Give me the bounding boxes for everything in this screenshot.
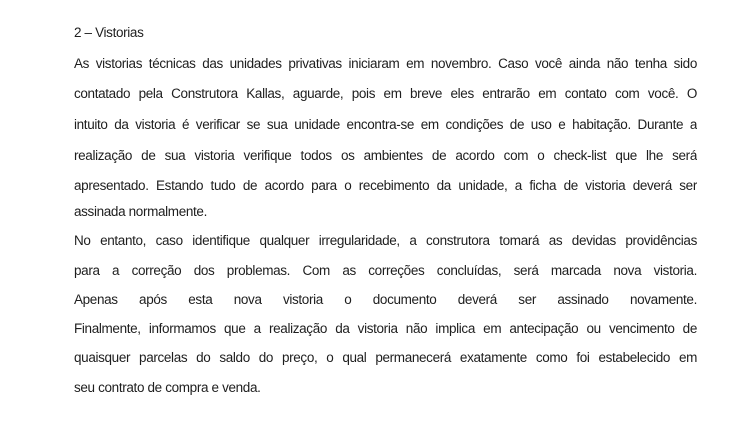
- text-line: assinada normalmente.: [74, 204, 207, 219]
- text-line: Apenas após esta nova vistoria o documento deverá ser assinado novamente.: [74, 292, 697, 307]
- text-line: Finalmente, informamos que a realização da vistoria não implica em antecipação ou vencimento de: [74, 321, 697, 336]
- text-line: apresentado. Estando tudo de acordo para o recebimento da unidade, a ficha de vistoria deverá ser: [74, 178, 697, 193]
- text-line: para a correção dos problemas. Com as correções concluídas, será marcada nova vistoria.: [74, 263, 697, 278]
- text-line: quaisquer parcelas do saldo do preço, o qual permanecerá exatamente como foi estabelecido em: [74, 350, 697, 365]
- text-line: realização de sua vistoria verifique todos os ambientes de acordo com o check-list que lhe será: [74, 148, 697, 163]
- text-line: seu contrato de compra e venda.: [74, 380, 261, 395]
- text-line: No entanto, caso identifique qualquer irregularidade, a construtora tomará as devidas providências: [74, 233, 697, 248]
- section-heading: 2 – Vistorias: [74, 25, 144, 40]
- text-line: contatado pela Construtora Kallas, aguarde, pois em breve eles entrarão em contato com você. O: [74, 86, 697, 101]
- text-line: intuito da vistoria é verificar se sua unidade encontra-se em condições de uso e habitação. Durante a: [74, 117, 697, 132]
- text-line: As vistorias técnicas das unidades privativas iniciaram em novembro. Caso você ainda não tenha sido: [74, 56, 697, 71]
